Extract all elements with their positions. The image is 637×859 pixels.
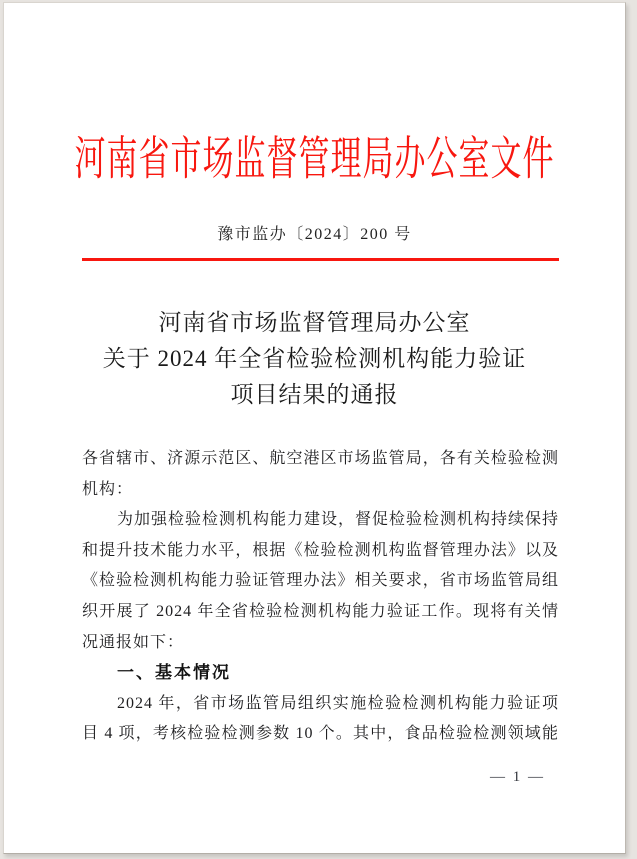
document-title-line-1: 河南省市场监督管理局办公室 bbox=[158, 310, 471, 335]
document-body bbox=[82, 444, 559, 750]
document-page bbox=[3, 2, 626, 854]
letterhead-title: 河南省市场监督管理局办公室文件 bbox=[74, 132, 555, 185]
section-heading: 一、基本情况 bbox=[117, 663, 231, 683]
body-line: 2024 年，省市场监管局组织实施检验检测机构能力验证项 bbox=[117, 694, 559, 712]
page-number: — 1 — bbox=[490, 769, 545, 785]
body-line: 《检验检测机构能力验证管理办法》相关要求，省市场监管局组 bbox=[82, 572, 559, 590]
document-number: 豫市监办〔2024〕200 号 bbox=[217, 226, 412, 243]
body-line: 为加强检验检测机构能力建设，督促检验检测机构持续保持 bbox=[117, 511, 560, 529]
red-separator-rule bbox=[82, 258, 559, 261]
salutation-line: 机构： bbox=[82, 480, 134, 498]
salutation-line: 各省辖市、济源示范区、航空港区市场监管局，各有关检验检测 bbox=[82, 450, 559, 467]
body-line: 织开展了 2024 年全省检验检测机构能力验证工作。现将有关情 bbox=[82, 602, 559, 620]
body-line: 况通报如下： bbox=[82, 633, 185, 651]
body-line: 和提升技术能力水平，根据《检验检测机构监督管理办法》以及 bbox=[82, 541, 559, 559]
body-line: 目 4 项，考核检验检测参数 10 个。其中，食品检验检测领域能 bbox=[82, 725, 559, 743]
document-title bbox=[4, 305, 625, 413]
document-title-line-2: 关于 2024 年全省检验检测机构能力验证 bbox=[102, 346, 527, 371]
document-title-line-3: 项目结果的通报 bbox=[230, 382, 399, 407]
